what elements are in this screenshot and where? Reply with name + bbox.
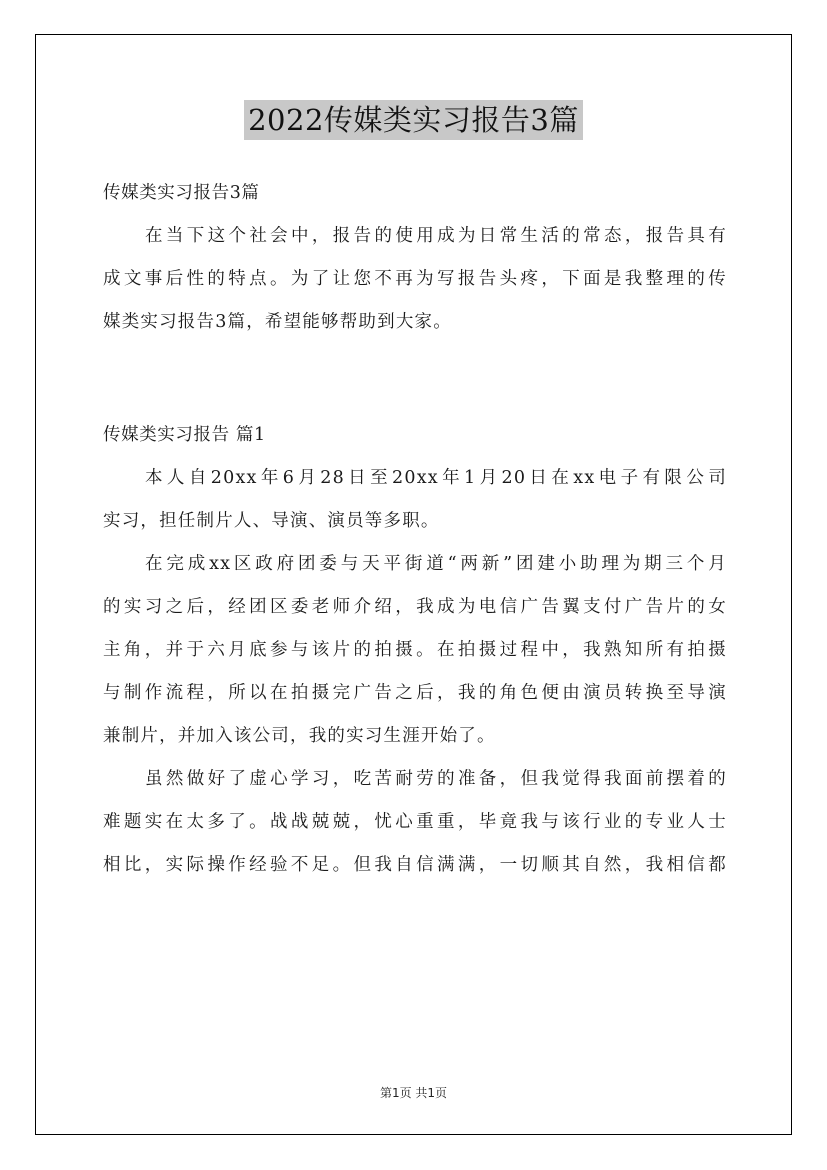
spacer [103, 344, 727, 414]
intro-paragraph [103, 215, 727, 344]
paragraph-2 [103, 543, 727, 758]
paragraph-line: 本人自20xx年6月28日至20xx年1月20日在xx电子有限公司 [145, 468, 727, 488]
paragraph-line: 相比，实际操作经验不足。但我自信满满，一切顺其自然，我相信都 [103, 855, 727, 875]
paragraph-line: 媒类实习报告3篇，希望能够帮助到大家。 [103, 312, 452, 332]
paragraph-line: 的实习之后，经团区委老师介绍，我成为电信广告翼支付广告片的女 [103, 597, 727, 617]
paragraph-line: 成文事后性的特点。为了让您不再为写报告头疼，下面是我整理的传 [103, 269, 727, 289]
document-title: 2022传媒类实习报告3篇 [244, 100, 583, 140]
paragraph-line: 在完成xx区政府团委与天平街道“两新”团建小助理为期三个月 [145, 554, 727, 574]
paragraph-line: 实习，担任制片人、导演、演员等多职。 [103, 511, 440, 531]
paragraph-line: 兼制片，并加入该公司，我的实习生涯开始了。 [103, 726, 496, 746]
paragraph-line: 虽然做好了虚心学习，吃苦耐劳的准备，但我觉得我面前摆着的 [145, 769, 727, 789]
paragraph-3 [103, 758, 727, 887]
paragraph-line: 难题实在太多了。战战兢兢，忧心重重，毕竟我与该行业的专业人士 [103, 812, 727, 832]
paragraph-line: 在当下这个社会中，报告的使用成为日常生活的常态，报告具有 [145, 226, 727, 246]
document-body [103, 172, 727, 887]
page-footer [0, 1084, 827, 1101]
page-number: 第1页 共1页 [379, 1086, 448, 1100]
paragraph-1 [103, 457, 727, 543]
title-container [0, 100, 827, 140]
document-subtitle: 传媒类实习报告3篇 [103, 183, 260, 203]
section-heading: 传媒类实习报告 篇1 [103, 425, 266, 445]
paragraph-line: 主角，并于六月底参与该片的拍摄。在拍摄过程中，我熟知所有拍摄 [103, 640, 727, 660]
paragraph-line: 与制作流程，所以在拍摄完广告之后，我的角色便由演员转换至导演 [103, 683, 727, 703]
